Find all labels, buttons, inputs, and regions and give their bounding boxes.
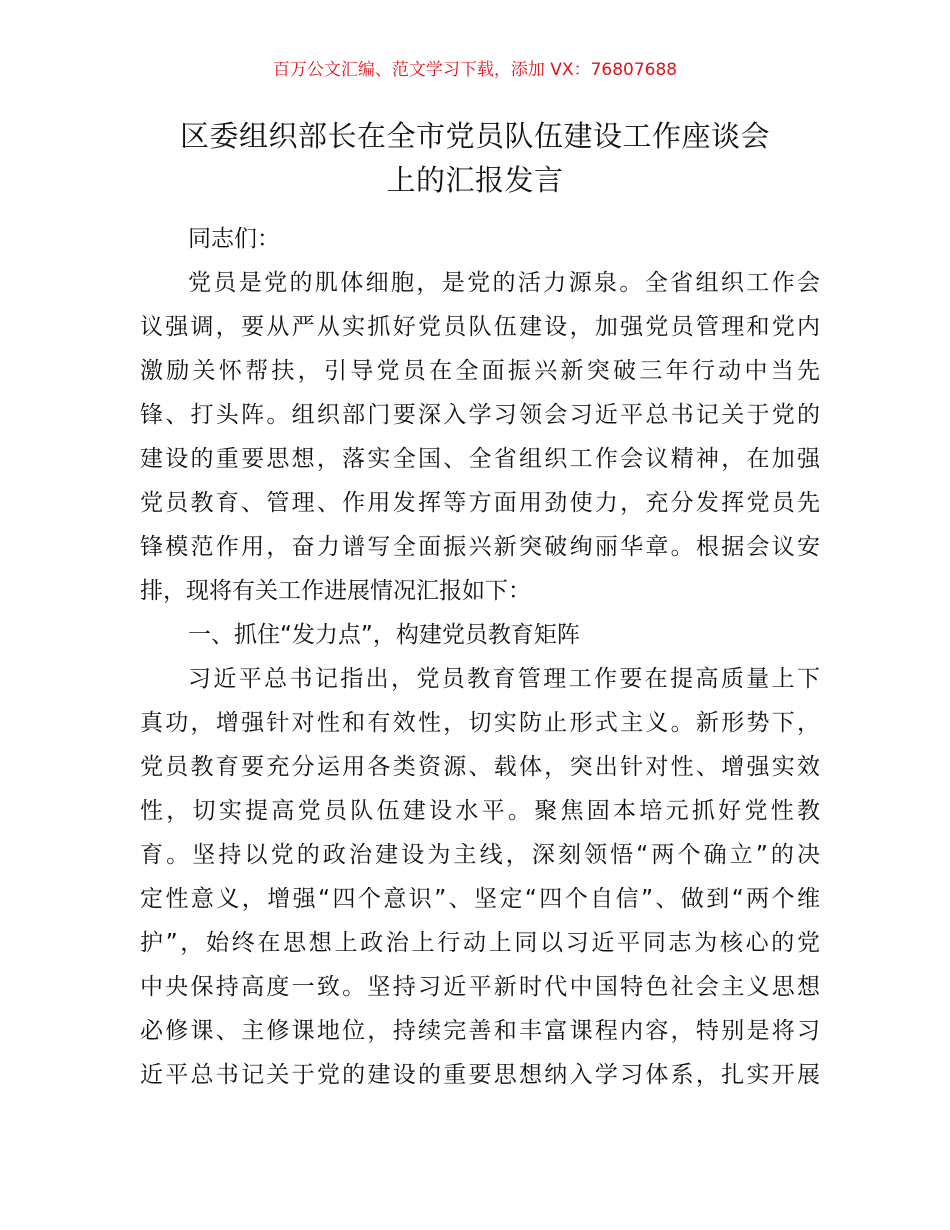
- paragraph-line: 议强调，要从严从实抓好党员队伍建设，加强党员管理和党内: [140, 314, 820, 340]
- paragraph-line: 党员教育要充分运用各类资源、载体，突出针对性、增强实效: [140, 754, 820, 780]
- document-body: [140, 217, 820, 1097]
- paragraph-1: [140, 261, 820, 613]
- section-heading-1: 一、抓住“发力点”，构建党员教育矩阵: [188, 622, 580, 648]
- paragraph-line: 锋、打头阵。组织部门要深入学习领会习近平总书记关于党的: [140, 402, 820, 428]
- paragraph-line: 党员是党的肌体细胞，是党的活力源泉。全省组织工作会: [188, 270, 820, 296]
- salutation: 同志们：: [188, 226, 280, 252]
- paragraph-line: 建设的重要思想，落实全国、全省组织工作会议精神，在加强: [140, 446, 820, 472]
- paragraph-line: 育。坚持以党的政治建设为主线，深刻领悟“两个确立”的决: [140, 842, 820, 868]
- paragraph-line: 必修课、主修课地位，持续完善和丰富课程内容，特别是将习: [140, 1018, 820, 1044]
- paragraph-line: 真功，增强针对性和有效性，切实防止形式主义。新形势下，: [140, 710, 820, 736]
- paragraph-line: 党员教育、管理、作用发挥等方面用劲使力，充分发挥党员先: [140, 490, 820, 516]
- paragraph-line: 性，切实提高党员队伍建设水平。聚焦固本培元抓好党性教: [140, 798, 820, 824]
- title-line-1: 区委组织部长在全市党员队伍建设工作座谈会: [179, 119, 770, 153]
- paragraph-line: 习近平总书记指出，党员教育管理工作要在提高质量上下: [188, 666, 820, 692]
- paragraph-line: 护”，始终在思想上政治上行动上同以习近平同志为核心的党: [140, 930, 820, 956]
- paragraph-line: 中央保持高度一致。坚持习近平新时代中国特色社会主义思想: [140, 974, 820, 1000]
- title-line-2: 上的汇报发言: [386, 163, 564, 197]
- paragraph-line: 锋模范作用，奋力谱写全面振兴新突破绚丽华章。根据会议安: [140, 534, 820, 560]
- paragraph-2: [140, 657, 820, 1097]
- paragraph-line: 定性意义，增强“四个意识”、坚定“四个自信”、做到“两个维: [140, 886, 820, 912]
- paragraph-line: 近平总书记关于党的建设的重要思想纳入学习体系，扎实开展: [140, 1062, 820, 1088]
- paragraph-line: 激励关怀帮扶，引导党员在全面振兴新突破三年行动中当先: [140, 358, 820, 384]
- paragraph-line: 排，现将有关工作进展情况汇报如下：: [140, 578, 531, 604]
- document-title: [130, 114, 820, 202]
- header-banner: 百万公文汇编、范文学习下载，添加 VX：76807688: [272, 60, 678, 80]
